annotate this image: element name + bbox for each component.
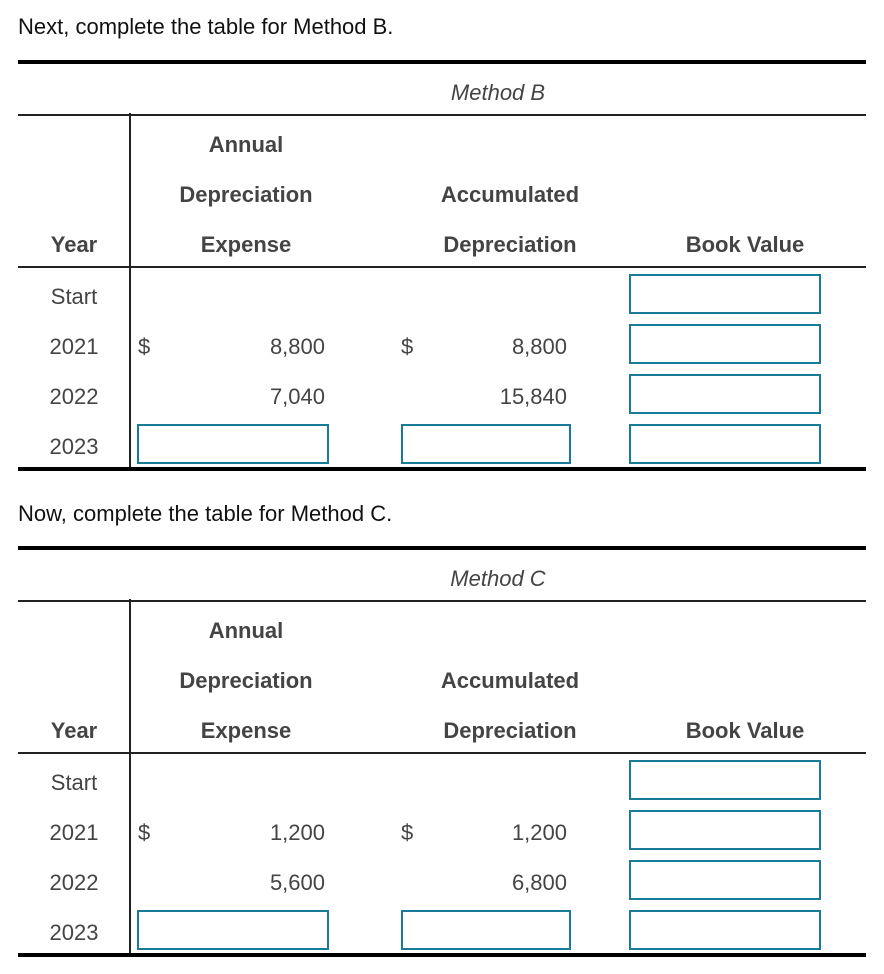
- bottom-rule: [18, 467, 866, 471]
- book-value-input[interactable]: [629, 374, 821, 414]
- header-accumulated: Accumulated: [440, 668, 580, 693]
- currency-symbol: $: [401, 820, 414, 845]
- currency-symbol: $: [138, 820, 151, 845]
- header-depreciation: Depreciation: [179, 182, 313, 207]
- prompt-method-c: Now, complete the table for Method C.: [18, 501, 393, 526]
- book-value-input[interactable]: [629, 274, 821, 314]
- bottom-rule: [18, 953, 866, 957]
- accumulated-value: 8,800: [511, 334, 567, 359]
- expense-value: 7,040: [269, 384, 325, 409]
- header-book-value: Book Value: [685, 232, 805, 257]
- book-value-input[interactable]: [629, 760, 821, 800]
- table-title: Method B: [450, 80, 546, 105]
- header-annual: Annual: [208, 618, 284, 643]
- method-c-table: [18, 546, 866, 958]
- header-depreciation: Depreciation: [179, 668, 313, 693]
- expense-value: 1,200: [269, 820, 325, 845]
- header-bottom-rule: [18, 266, 866, 268]
- accumulated-input[interactable]: [401, 910, 571, 950]
- header-accumulated-depreciation: Depreciation: [443, 718, 577, 743]
- accumulated-value: 1,200: [511, 820, 567, 845]
- book-value-input[interactable]: [629, 424, 821, 464]
- row-year: 2022: [49, 384, 99, 409]
- header-accumulated: Accumulated: [440, 182, 580, 207]
- book-value-input[interactable]: [629, 910, 821, 950]
- row-year: 2022: [49, 870, 99, 895]
- column-divider: [129, 599, 131, 953]
- currency-symbol: $: [401, 334, 414, 359]
- header-year: Year: [50, 718, 98, 743]
- header-rule: [18, 600, 866, 602]
- expense-input[interactable]: [137, 910, 329, 950]
- expense-value: 8,800: [269, 334, 325, 359]
- header-annual: Annual: [208, 132, 284, 157]
- row-year: 2021: [49, 334, 99, 359]
- method-b-table: [18, 60, 866, 472]
- book-value-input[interactable]: [629, 324, 821, 364]
- row-year: 2021: [49, 820, 99, 845]
- currency-symbol: $: [138, 334, 151, 359]
- top-rule: [18, 60, 866, 64]
- header-expense: Expense: [200, 718, 292, 743]
- table-title: Method C: [450, 566, 546, 591]
- accumulated-value: 15,840: [499, 384, 567, 409]
- expense-value: 5,600: [269, 870, 325, 895]
- book-value-input[interactable]: [629, 810, 821, 850]
- header-accumulated-depreciation: Depreciation: [443, 232, 577, 257]
- row-year: 2023: [49, 920, 99, 945]
- row-year: Start: [50, 284, 98, 309]
- expense-input[interactable]: [137, 424, 329, 464]
- row-year: Start: [50, 770, 98, 795]
- accumulated-value: 6,800: [511, 870, 567, 895]
- book-value-input[interactable]: [629, 860, 821, 900]
- header-bottom-rule: [18, 752, 866, 754]
- column-divider: [129, 113, 131, 467]
- row-year: 2023: [49, 434, 99, 459]
- top-rule: [18, 546, 866, 550]
- accumulated-input[interactable]: [401, 424, 571, 464]
- header-year: Year: [50, 232, 98, 257]
- header-rule: [18, 114, 866, 116]
- prompt-method-b: Next, complete the table for Method B.: [18, 14, 394, 39]
- header-book-value: Book Value: [685, 718, 805, 743]
- header-expense: Expense: [200, 232, 292, 257]
